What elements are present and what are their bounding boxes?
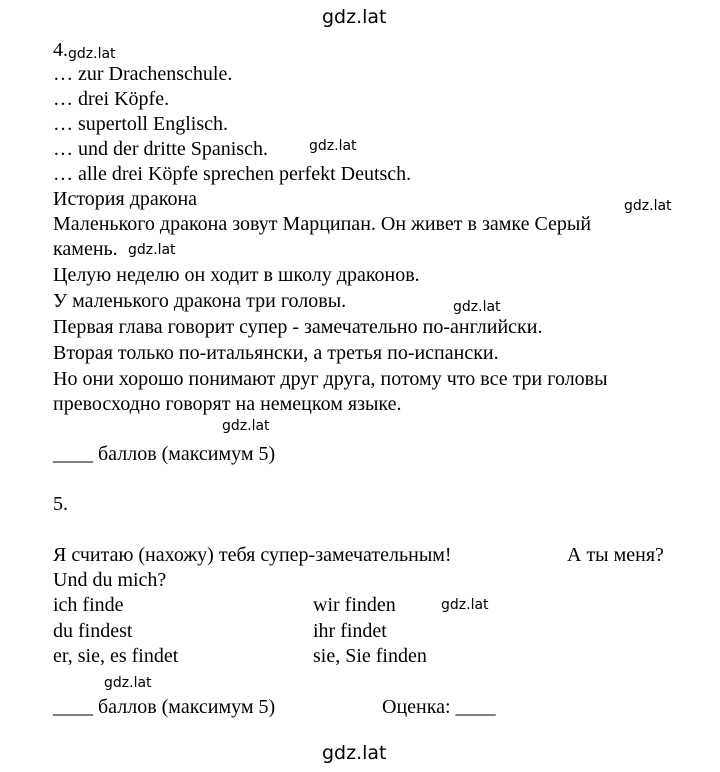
story-line: Вторая только по-итальянски, а третья по-испански. xyxy=(53,342,499,364)
watermark: gdz.lat xyxy=(453,299,501,315)
story-title: История дракона xyxy=(53,188,198,210)
conjugation-plural: sie, Sie finden xyxy=(313,645,427,667)
task-4-score: ____ баллов (максимум 5) xyxy=(53,443,276,465)
question-ru: А ты меня? xyxy=(567,544,664,566)
story-line: Целую неделю он ходит в школу драконов. xyxy=(53,264,420,286)
watermark: gdz.lat xyxy=(222,418,270,434)
conjugation-singular: er, sie, es findet xyxy=(53,645,179,667)
watermark: gdz.lat xyxy=(128,242,176,258)
answer-line-4: … und der dritte Spanisch. xyxy=(53,138,268,160)
answer-line-3: … supertoll Englisch. xyxy=(53,113,228,135)
story-line: камень. xyxy=(53,238,118,260)
conjugation-singular: du findest xyxy=(53,620,133,642)
answer-line-5: … alle drei Köpfe sprechen perfekt Deutsch. xyxy=(53,163,412,185)
watermark: gdz.lat xyxy=(68,46,116,62)
question-de: Und du mich? xyxy=(53,569,167,591)
conjugation-plural: ihr findet xyxy=(313,620,387,642)
story-line: превосходно говорят на немецком языке. xyxy=(53,393,402,415)
answer-line-1: … zur Drachenschule. xyxy=(53,63,233,85)
watermark-bottom: gdz.lat xyxy=(322,742,387,764)
story-line: Маленького дракона зовут Марципан. Он живет в замке Серый xyxy=(53,213,592,235)
grade: Оценка: ____ xyxy=(382,696,496,718)
watermark: gdz.lat xyxy=(104,675,152,691)
watermark: gdz.lat xyxy=(624,198,672,214)
story-line: Первая глава говорит супер - замечательно по-английски. xyxy=(53,316,543,338)
watermark-top: gdz.lat xyxy=(322,6,387,28)
watermark: gdz.lat xyxy=(309,138,357,154)
task-4-number: 4. xyxy=(53,39,68,61)
conjugation-plural: wir finden xyxy=(313,594,396,616)
task-5-number: 5. xyxy=(53,493,68,515)
watermark: gdz.lat xyxy=(441,597,489,613)
conjugation-singular: ich finde xyxy=(53,594,124,616)
story-line: Но они хорошо понимают друг друга, потому что все три головы xyxy=(53,368,608,390)
answer-line-2: … drei Köpfe. xyxy=(53,88,170,110)
story-line: У маленького дракона три головы. xyxy=(53,290,347,312)
sentence-ru: Я считаю (нахожу) тебя супер-замечательным! xyxy=(53,544,452,566)
task-5-score: ____ баллов (максимум 5) xyxy=(53,696,276,718)
